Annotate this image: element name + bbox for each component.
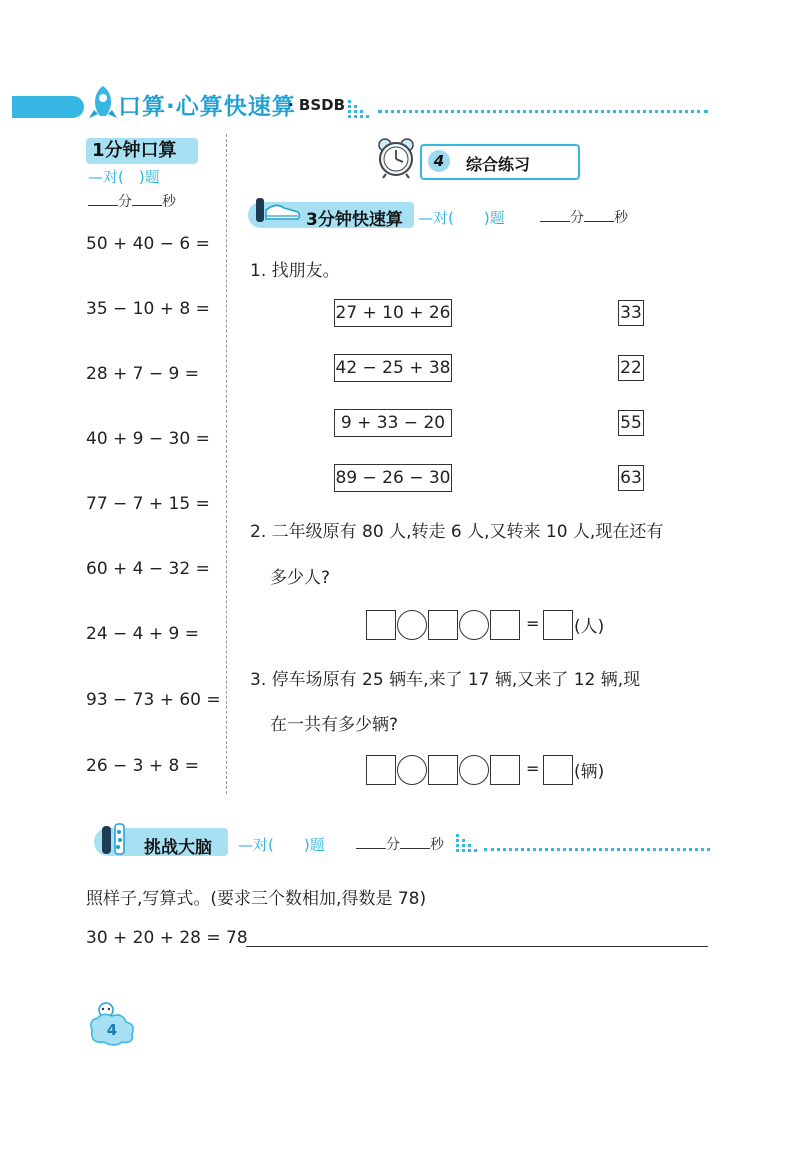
oral-expression-1: 50 + 40 − 6 = bbox=[86, 234, 210, 254]
rocket-logo-icon bbox=[86, 82, 120, 122]
answer-box[interactable] bbox=[428, 755, 458, 785]
match-number-1[interactable]: 33 bbox=[618, 300, 644, 326]
match-expression-3[interactable]: 9 + 33 − 20 bbox=[334, 409, 452, 437]
unit-title: 综合练习 bbox=[466, 155, 531, 174]
sneaker-icon bbox=[254, 194, 302, 226]
challenge-time-record: 分 秒 bbox=[356, 834, 444, 854]
oral-expression-4: 40 + 9 − 30 = bbox=[86, 429, 210, 449]
challenge-dotted-line bbox=[484, 848, 710, 851]
operator-circle[interactable] bbox=[397, 755, 427, 785]
q3-unit: (辆) bbox=[574, 762, 605, 782]
oral-expression-8: 93 − 73 + 60 = bbox=[86, 690, 221, 710]
answer-box[interactable] bbox=[366, 610, 396, 640]
q2-unit: (人) bbox=[574, 617, 605, 637]
oral-expression-3: 28 + 7 − 9 = bbox=[86, 364, 200, 384]
q3-text-line1: 3. 停车场原有 25 辆车,来了 17 辆,又来了 12 辆,现 bbox=[250, 670, 641, 690]
oral-expression-7: 24 − 4 + 9 = bbox=[86, 624, 200, 644]
left-time-record: 分 秒 bbox=[88, 191, 176, 211]
match-expression-4[interactable]: 89 − 26 − 30 bbox=[334, 464, 452, 492]
column-divider bbox=[226, 134, 227, 794]
match-number-2[interactable]: 22 bbox=[618, 355, 644, 381]
header-dotted-line bbox=[378, 110, 708, 113]
q2-text-line2: 多少人? bbox=[270, 568, 331, 588]
oral-expression-9: 26 − 3 + 8 = bbox=[86, 756, 200, 776]
left-section-title: 1分钟口算 bbox=[86, 138, 198, 164]
dot-grid-icon bbox=[348, 100, 376, 118]
answer-box[interactable] bbox=[366, 755, 396, 785]
match-number-4[interactable]: 63 bbox=[618, 465, 644, 491]
header-accent-bar bbox=[12, 96, 84, 118]
match-expression-1[interactable]: 27 + 10 + 26 bbox=[334, 299, 452, 327]
section3-time-record: 分 秒 bbox=[540, 207, 628, 227]
operator-circle[interactable] bbox=[459, 755, 489, 785]
challenge-instruction: 照样子,写算式。(要求三个数相加,得数是 78) bbox=[86, 889, 427, 909]
match-expression-2[interactable]: 42 − 25 + 38 bbox=[334, 354, 452, 382]
oral-expression-6: 60 + 4 − 32 = bbox=[86, 559, 210, 579]
header-title: 口算·心算快速算 bbox=[118, 94, 296, 120]
unit-number: 4 bbox=[428, 150, 450, 172]
operator-circle[interactable] bbox=[459, 610, 489, 640]
oral-expression-5: 77 − 7 + 15 = bbox=[86, 494, 210, 514]
answer-box[interactable] bbox=[428, 610, 458, 640]
equals-sign: = bbox=[526, 759, 540, 778]
page-number: 4 bbox=[106, 1021, 118, 1039]
answer-line[interactable] bbox=[246, 946, 708, 947]
alarm-clock-icon bbox=[376, 137, 416, 179]
oral-expression-2: 35 − 10 + 8 = bbox=[86, 299, 210, 319]
left-correct-count: —对( )题 bbox=[88, 168, 160, 186]
answer-box[interactable] bbox=[490, 755, 520, 785]
q3-text-line2: 在一共有多少辆? bbox=[270, 715, 399, 735]
q2-text-line1: 2. 二年级原有 80 人,转走 6 人,又转来 10 人,现在还有 bbox=[250, 522, 664, 542]
challenge-title: 挑战大脑 bbox=[144, 838, 212, 858]
section3-correct-count: —对( )题 bbox=[418, 209, 505, 227]
result-box[interactable] bbox=[543, 755, 573, 785]
equals-sign: = bbox=[526, 614, 540, 633]
dot-grid-icon bbox=[456, 834, 482, 852]
challenge-correct-count: —对( )题 bbox=[238, 836, 325, 854]
result-box[interactable] bbox=[543, 610, 573, 640]
match-number-3[interactable]: 55 bbox=[618, 410, 644, 436]
giraffe-icon bbox=[98, 820, 138, 858]
answer-box[interactable] bbox=[490, 610, 520, 640]
header-series-code: · BSDB bbox=[288, 96, 346, 114]
section3-title: 3分钟快速算 bbox=[306, 210, 403, 230]
challenge-example: 30 + 20 + 28 = 78 bbox=[86, 928, 248, 948]
q1-title: 1. 找朋友。 bbox=[250, 261, 340, 281]
operator-circle[interactable] bbox=[397, 610, 427, 640]
